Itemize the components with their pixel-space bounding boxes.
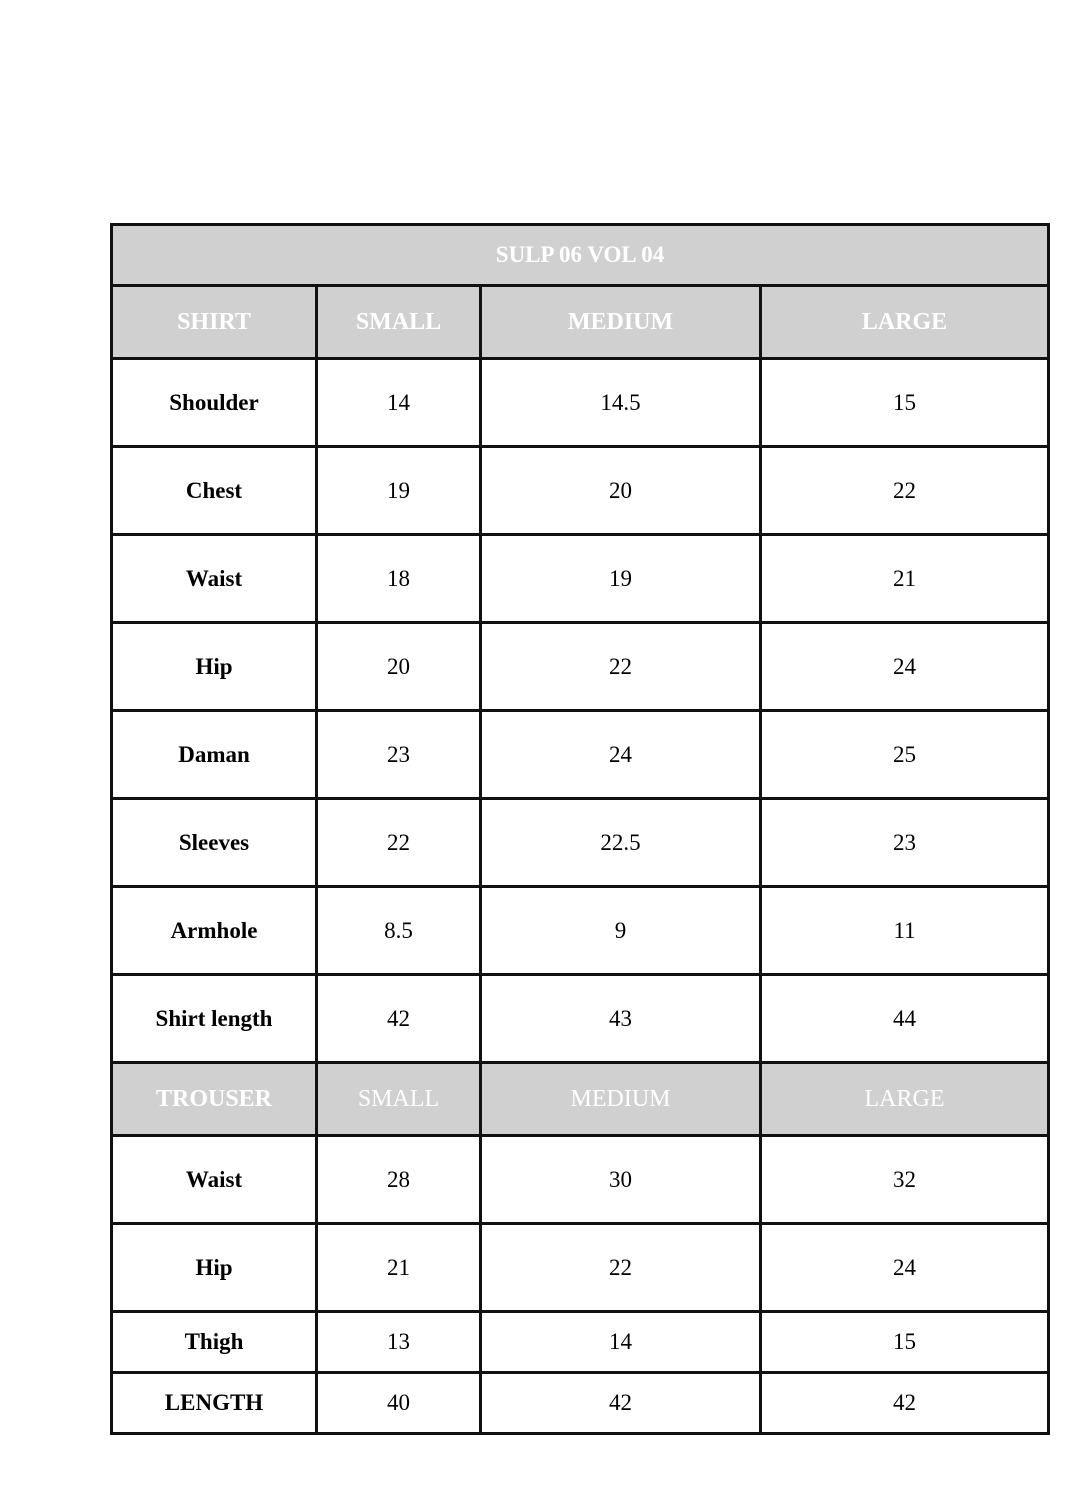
small-value: 8.5 — [317, 887, 481, 975]
row-label: Hip — [112, 623, 317, 711]
large-value: 42 — [761, 1373, 1049, 1434]
table-row — [112, 535, 1049, 623]
row-label: Armhole — [112, 887, 317, 975]
large-value: 15 — [761, 359, 1049, 447]
small-value: 28 — [317, 1136, 481, 1224]
table-row — [112, 1136, 1049, 1224]
small-value: 40 — [317, 1373, 481, 1434]
shirt-col-large: LARGE — [761, 286, 1049, 359]
row-label: Waist — [112, 1136, 317, 1224]
table-row — [112, 1312, 1049, 1373]
table-row — [112, 799, 1049, 887]
medium-value: 9 — [481, 887, 761, 975]
table-row — [112, 887, 1049, 975]
small-value: 23 — [317, 711, 481, 799]
row-label: Shirt length — [112, 975, 317, 1063]
row-label: Shoulder — [112, 359, 317, 447]
trouser-col-large: LARGE — [761, 1063, 1049, 1136]
shirt-section-label: SHIRT — [112, 286, 317, 359]
trouser-col-medium: MEDIUM — [481, 1063, 761, 1136]
table-row — [112, 359, 1049, 447]
row-label: Hip — [112, 1224, 317, 1312]
large-value: 44 — [761, 975, 1049, 1063]
shirt-col-small: SMALL — [317, 286, 481, 359]
small-value: 21 — [317, 1224, 481, 1312]
small-value: 13 — [317, 1312, 481, 1373]
small-value: 14 — [317, 359, 481, 447]
row-label: Sleeves — [112, 799, 317, 887]
row-label: Chest — [112, 447, 317, 535]
row-label: Daman — [112, 711, 317, 799]
large-value: 25 — [761, 711, 1049, 799]
trouser-col-small: SMALL — [317, 1063, 481, 1136]
medium-value: 22.5 — [481, 799, 761, 887]
table-row — [112, 1373, 1049, 1434]
small-value: 22 — [317, 799, 481, 887]
table-row — [112, 447, 1049, 535]
row-label: LENGTH — [112, 1373, 317, 1434]
large-value: 23 — [761, 799, 1049, 887]
row-label: Waist — [112, 535, 317, 623]
medium-value: 30 — [481, 1136, 761, 1224]
medium-value: 14.5 — [481, 359, 761, 447]
shirt-header-row — [112, 286, 1049, 359]
large-value: 24 — [761, 1224, 1049, 1312]
table-row — [112, 623, 1049, 711]
medium-value: 19 — [481, 535, 761, 623]
medium-value: 22 — [481, 623, 761, 711]
large-value: 22 — [761, 447, 1049, 535]
trouser-header-row — [112, 1063, 1049, 1136]
table-row — [112, 975, 1049, 1063]
medium-value: 43 — [481, 975, 761, 1063]
row-label: Thigh — [112, 1312, 317, 1373]
chart-title: SULP 06 VOL 04 — [112, 225, 1049, 286]
large-value: 15 — [761, 1312, 1049, 1373]
medium-value: 24 — [481, 711, 761, 799]
large-value: 11 — [761, 887, 1049, 975]
trouser-section-label: TROUSER — [112, 1063, 317, 1136]
medium-value: 20 — [481, 447, 761, 535]
medium-value: 42 — [481, 1373, 761, 1434]
large-value: 32 — [761, 1136, 1049, 1224]
small-value: 18 — [317, 535, 481, 623]
large-value: 24 — [761, 623, 1049, 711]
large-value: 21 — [761, 535, 1049, 623]
medium-value: 22 — [481, 1224, 761, 1312]
table-row — [112, 711, 1049, 799]
title-row — [112, 225, 1049, 286]
medium-value: 14 — [481, 1312, 761, 1373]
size-chart-table — [110, 223, 1050, 1435]
shirt-col-medium: MEDIUM — [481, 286, 761, 359]
small-value: 42 — [317, 975, 481, 1063]
small-value: 19 — [317, 447, 481, 535]
small-value: 20 — [317, 623, 481, 711]
table-row — [112, 1224, 1049, 1312]
